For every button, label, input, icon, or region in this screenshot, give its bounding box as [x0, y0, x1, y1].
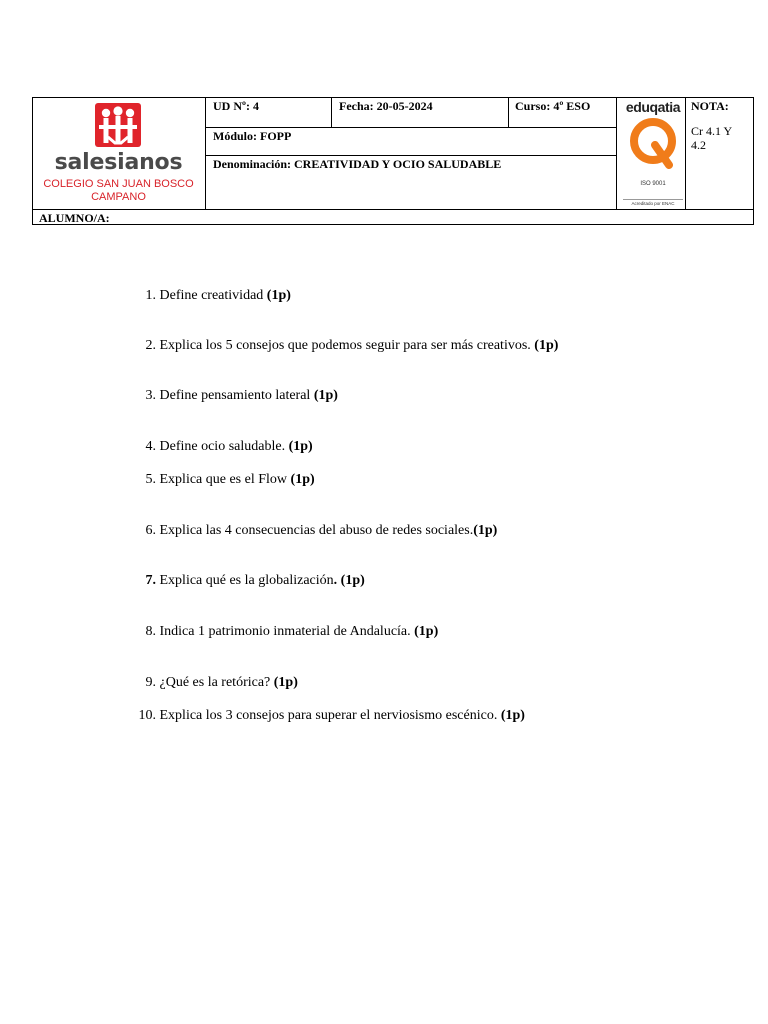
- curso-label: Curso:: [515, 99, 551, 113]
- question-number: 2.: [145, 338, 156, 353]
- ud-value: 4: [252, 99, 259, 113]
- badge-accreditation: Acreditado por ENAC: [623, 199, 683, 206]
- question-points: (1p): [414, 624, 439, 639]
- question-number: 5.: [145, 472, 156, 487]
- question-item: [128, 439, 748, 455]
- question-points: (1p): [313, 388, 338, 403]
- modulo-value: FOPP: [260, 129, 292, 143]
- question-item: [128, 675, 748, 691]
- question-text: ¿Qué es la retórica?: [159, 675, 274, 690]
- alumno-field: ALUMNO/A:: [39, 211, 110, 225]
- badge-iso: ISO 9001: [640, 181, 666, 187]
- nota-value-line2: 4.2: [691, 138, 706, 152]
- question-text: Explica los 3 consejos para superar el nerviosismo escénico.: [159, 708, 501, 723]
- nota-value-line1: Cr 4.1 Y: [691, 124, 733, 138]
- question-text: Explica que es el Flow: [159, 472, 291, 487]
- question-item: [128, 573, 748, 589]
- fecha-label: Fecha:: [339, 99, 374, 113]
- question-text: Define pensamiento lateral: [159, 388, 314, 403]
- badge-name: eduqatia: [625, 99, 681, 115]
- question-points: (1p): [273, 675, 298, 690]
- question-item: [128, 708, 748, 724]
- question-points: (1p): [534, 338, 559, 353]
- question-number: 9.: [145, 675, 156, 690]
- question-item: [128, 624, 748, 640]
- question-number: 10.: [138, 708, 156, 723]
- denominacion-value: CREATIVIDAD Y OCIO SALUDABLE: [294, 157, 502, 171]
- logo-school-line1: COLEGIO SAN JUAN BOSCO: [43, 178, 194, 190]
- logo-school-line2: CAMPANO: [91, 191, 146, 203]
- question-item: [128, 472, 748, 488]
- question-number: 7.: [145, 573, 156, 588]
- question-text: Indica 1 patrimonio inmaterial de Andalucía.: [159, 624, 415, 639]
- question-number: 6.: [145, 523, 156, 538]
- question-text: Explica qué es la globalización: [159, 573, 334, 588]
- curso-value: 4º ESO: [553, 99, 591, 113]
- question-points: (1p): [288, 439, 313, 454]
- question-text: Define creatividad: [159, 288, 267, 303]
- question-points: . (1p): [333, 573, 365, 588]
- question-item: [128, 523, 748, 539]
- question-number: 3.: [145, 388, 156, 403]
- nota-label: NOTA:: [691, 99, 729, 113]
- question-number: 4.: [145, 439, 156, 454]
- question-item: [128, 388, 748, 404]
- question-text: Explica las 4 consecuencias del abuso de redes sociales.: [159, 523, 474, 538]
- question-number: 1.: [145, 288, 156, 303]
- denominacion-label: Denominación:: [213, 157, 291, 171]
- question-number: 8.: [145, 624, 156, 639]
- question-points: (1p): [500, 708, 525, 723]
- question-text: Explica los 5 consejos que podemos seguir para ser más creativos.: [159, 338, 535, 353]
- question-points: (1p): [266, 288, 291, 303]
- fecha-value: 20-05-2024: [376, 99, 433, 113]
- modulo-label: Módulo:: [213, 129, 258, 143]
- logo-brand-text: salesianos: [54, 150, 183, 175]
- question-item: [128, 288, 748, 304]
- question-text: Define ocio saludable.: [159, 439, 289, 454]
- question-points: (1p): [473, 523, 498, 538]
- question-points: (1p): [290, 472, 315, 487]
- question-item: [128, 338, 748, 354]
- ud-label: UD Nº:: [213, 99, 250, 113]
